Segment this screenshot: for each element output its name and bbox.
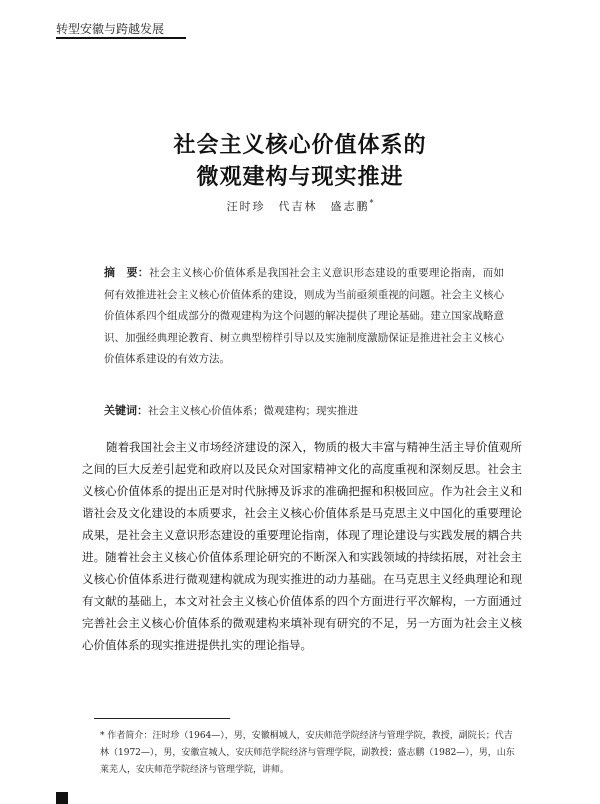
footnote-rule [94, 718, 230, 719]
footnote-mark: * [100, 731, 105, 741]
author-footnote-mark: * [369, 198, 374, 208]
header-rule [56, 37, 186, 39]
abstract [104, 262, 504, 371]
author-names: 汪时珍 代吉林 盛志鹏 [226, 200, 370, 213]
page-number-mark [56, 792, 68, 804]
keywords-label: 关键词： [104, 404, 148, 417]
title-line-1: 社会主义核心价值体系的 [173, 132, 427, 158]
keywords [104, 402, 504, 420]
abstract-text: 社会主义核心价值体系是我国社会主义意识形态建设的重要理论指南，而如何有效推进社会主义核心价值体系的建设，则成为当前亟须重视的问题。社会主义核心价值体系四个组成部分的微观建构为这个问题的解决提供了理论基础。建立国家战略意识、加强经典理论教育、树立典型榜样引导以及实施制度激励保证是推进社会主义核心价值体系建设的有效方法。 [104, 267, 505, 365]
footnote [100, 728, 520, 779]
title-line-2: 微观建构与现实推进 [196, 164, 404, 190]
footnote-text: 作者简介：汪时珍（1964—），男，安徽桐城人，安庆师范学院经济与管理学院，教授，副院长；代吉林（1972—），男，安徽宣城人，安庆师范学院经济与管理学院，副教授；盛志鹏（1982—），男，山东莱芜人，安庆师范学院经济与管理学院，讲师。 [100, 731, 515, 775]
running-header: 转型安徽与跨越发展 [56, 22, 165, 36]
abstract-label: 摘 要： [104, 266, 150, 279]
body-paragraph: 随着我国社会主义市场经济建设的深入，物质的极大丰富与精神生活主导价值观所之间的巨大反差引起党和政府以及民众对国家精神文化的高度重视和深刻反思。社会主义核心价值体系的提出正是对时代脉搏及诉求的准确把握和积极回应。作为社会主义和谐社会及文化建设的本质要求，社会主义核心价值体系是马克思主义中国化的重要理论成果，是社会主义意识形态建设的重要理论指南，体现了理论建设与实践发展的耦合共进。随着社会主义核心价值体系理论研究的不断深入和实践领域的持续拓展，对社会主义核心价值体系进行微观建构就成为现实推进的动力基础。在马克思主义经典理论和现有文献的基础上，本文对社会主义核心价值体系的四个方面进行平次解构，一方面通过完善社会主义核心价值体系的微观建构来填补现有研究的不足，另一方面为社会主义核心价值体系的现实推进提供扎实的理论指导。 [82, 440, 522, 652]
keywords-text: 社会主义核心价值体系；微观建构；现实推进 [148, 405, 358, 417]
authors [0, 198, 600, 214]
